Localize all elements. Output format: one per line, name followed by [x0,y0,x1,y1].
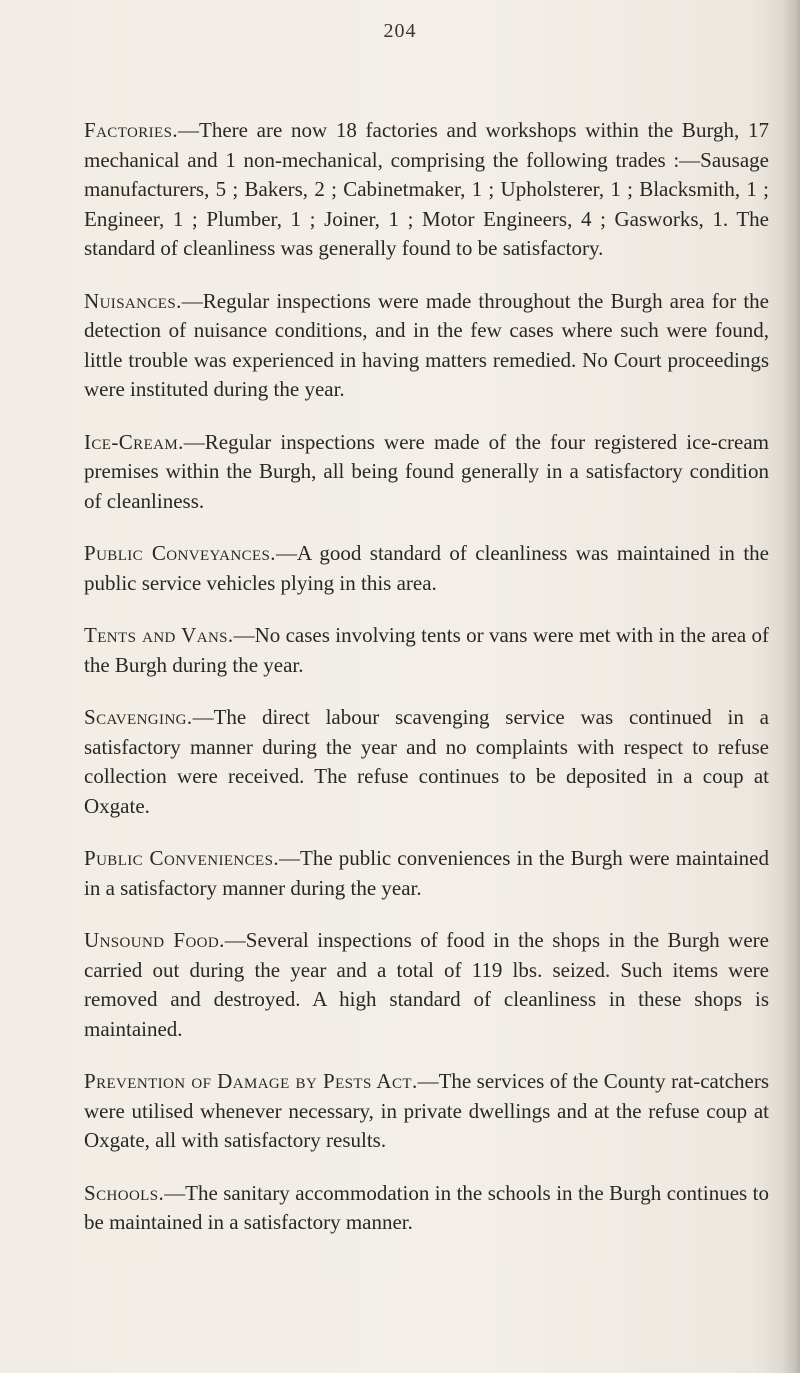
section-text: —Regular inspections were made of the four registered ice-cream premises within the Burgh, all being found generally in a satisfactory condition of cleanliness. [84,429,769,513]
section-heading: Public Conveniences. [84,846,280,870]
report-body [84,116,769,1261]
section-text: —A good standard of cleanliness was maintained in the public service vehicles plying in this area. [84,541,769,595]
section-public-conveyances [84,539,769,598]
page-edge-shadow [782,0,800,1373]
page-number: 204 [383,20,417,42]
section-text: —There are now 18 factories and workshops within the Burgh, 17 mechanical and 1 non-mechanical, comprising the following trades :—Sausage manufacturers, 5 ; Bakers, 2 ; Cabinetmaker, 1 ; Upholsterer, 1 ; Blacksmith, 1 ; Engineer, 1 ; Plumber, 1 ; Joiner, 1 ; Motor Engineers, 4 ; Gasworks, 1. The standard of cleanliness was generally found to be satisfactory. [84,118,769,260]
section-heading: Schools. [84,1180,165,1205]
section-text: —The direct labour scavenging service was continued in a satisfactory manner during the year and no complaints with respect to refuse collection were received. The refuse continues to be deposited in a coup at Oxgate. [84,705,769,818]
section-unsound-food [84,926,769,1044]
section-nuisances [84,287,769,405]
section-schools [84,1179,769,1238]
section-heading: Scavenging. [84,705,193,729]
section-heading: Tents and Vans. [84,623,234,647]
section-text: —The public conveniences in the Burgh were maintained in a satisfactory manner during the year. [84,846,769,900]
section-heading: Factories. [84,118,178,142]
section-text: —Regular inspections were made throughout the Burgh area for the detection of nuisance conditions, and in the few cases where such were found, little trouble was experienced in having matters remedied. No Court proceedings were instituted during the year. [84,288,769,401]
section-heading: Nuisances. [84,288,182,313]
section-factories [84,116,769,264]
section-text: —The services of the County rat-catchers were utilised whenever necessary, in private dwellings and at the refuse coup at Oxgate, all with satisfactory results. [84,1069,769,1152]
section-scavenging [84,703,769,821]
section-heading: Public Conveyances. [84,541,276,565]
section-pests-act [84,1067,769,1156]
section-tents-and-vans [84,621,769,680]
section-text: —Several inspections of food in the shops in the Burgh were carried out during the year and a total of 119 lbs. seized. Such items were removed and destroyed. A high standard of cleanliness in these shops is maintained. [84,928,769,1041]
section-ice-cream [84,428,769,517]
section-text: —The sanitary accommodation in the schools in the Burgh continues to be maintained in a satisfactory manner. [84,1180,769,1234]
section-public-conveniences [84,844,769,903]
section-text: —No cases involving tents or vans were met with in the area of the Burgh during the year. [84,623,769,677]
section-heading: Ice-Cream. [84,429,184,454]
section-heading: Unsound Food. [84,928,225,952]
section-heading: Prevention of Damage by Pests Act. [84,1069,418,1093]
